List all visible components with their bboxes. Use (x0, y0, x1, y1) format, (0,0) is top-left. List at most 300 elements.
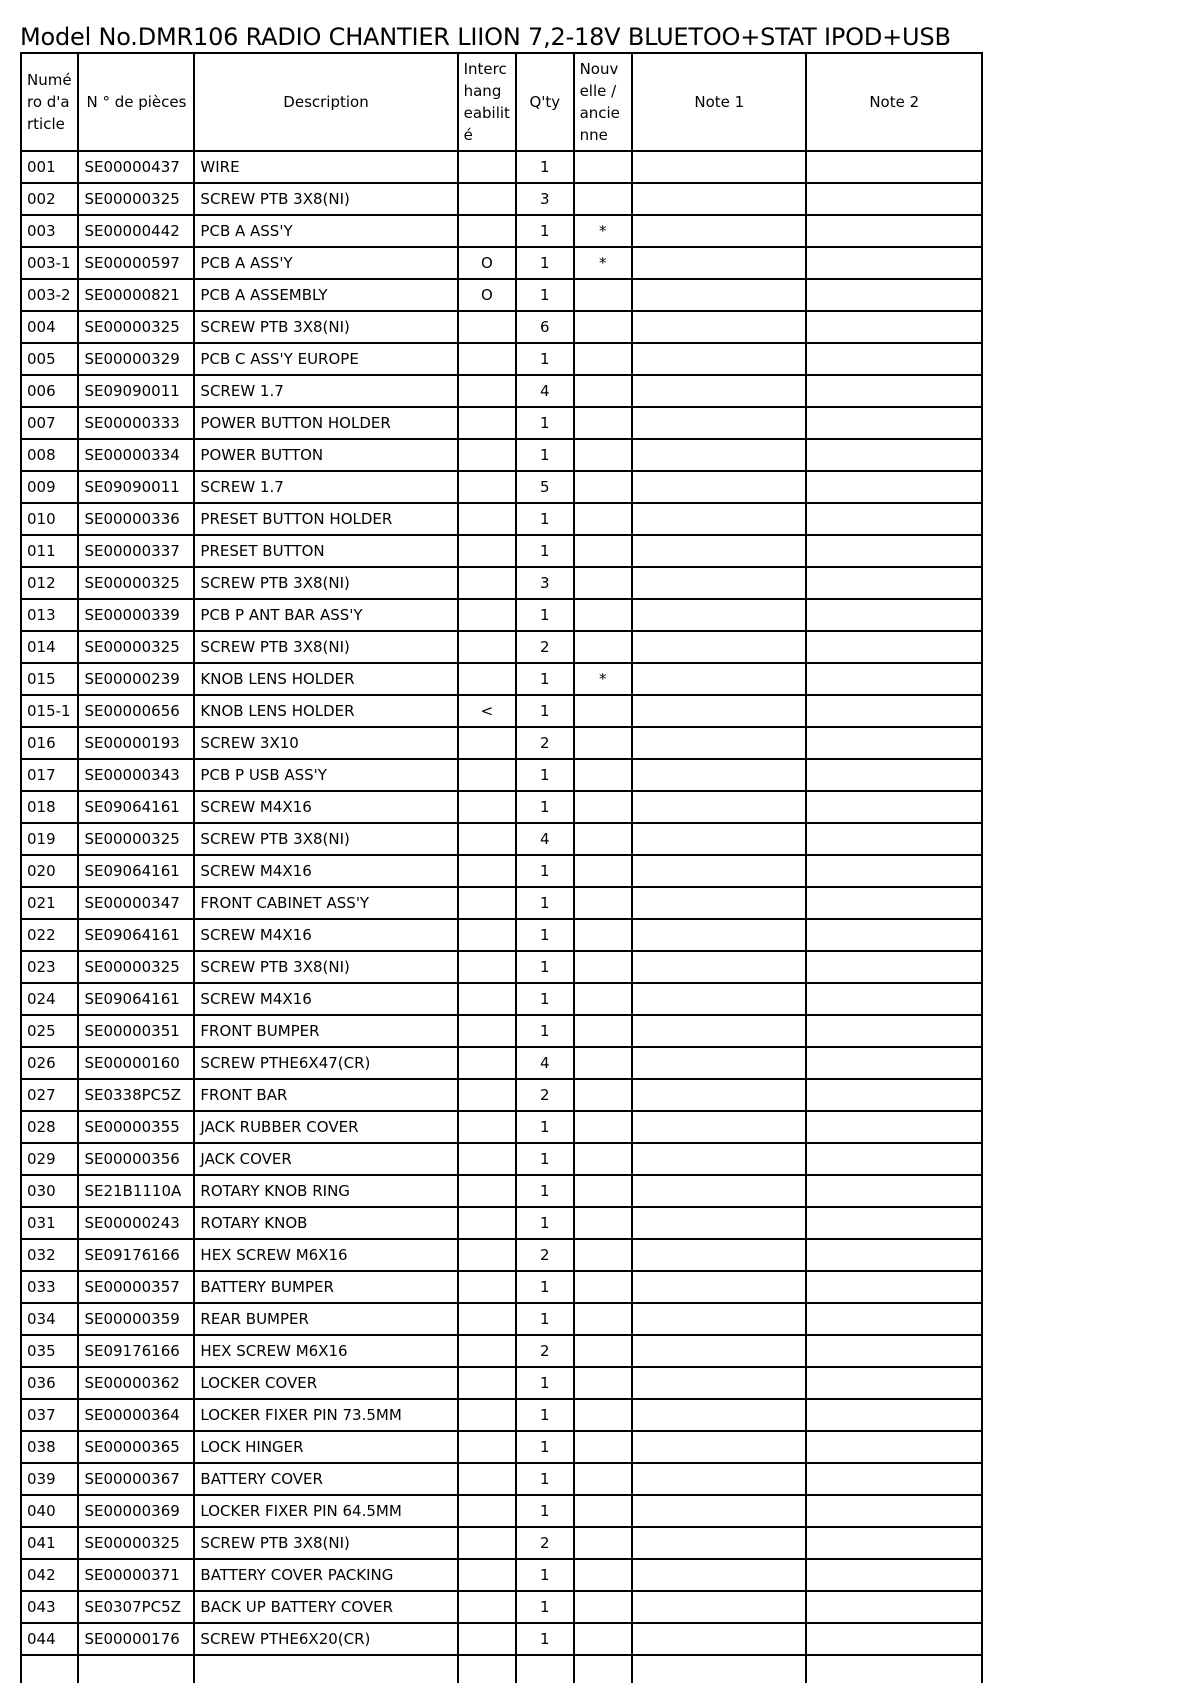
cell-part-no: SE09064161 (78, 791, 194, 823)
table-row (21, 1303, 982, 1335)
cell-item-no: 043 (21, 1591, 78, 1623)
cell-part-no: SE00000442 (78, 215, 194, 247)
cell-interchangeability (458, 535, 516, 567)
cell-note-1 (632, 631, 806, 663)
table-body (21, 151, 982, 1683)
cell-item-no: 031 (21, 1207, 78, 1239)
table-row (21, 503, 982, 535)
cell-note-2 (806, 599, 982, 631)
cell-item-no: 021 (21, 887, 78, 919)
cell-qty: 1 (516, 599, 573, 631)
cell-description: PCB A ASS'Y (194, 215, 457, 247)
cell-item-no: 005 (21, 343, 78, 375)
cell-note-1 (632, 279, 806, 311)
cell-note-2 (806, 151, 982, 183)
table-row (21, 1335, 982, 1367)
cell-new-old (574, 1015, 632, 1047)
cell-note-2 (806, 1239, 982, 1271)
cell-new-old (574, 1591, 632, 1623)
cell-note-2 (806, 1079, 982, 1111)
cell-qty: 1 (516, 439, 573, 471)
cell-note-2 (806, 663, 982, 695)
cell-item-no: 002 (21, 183, 78, 215)
cell-item-no: 001 (21, 151, 78, 183)
cell-qty: 2 (516, 727, 573, 759)
header-qty: Q'ty (516, 53, 573, 151)
cell-note-1 (632, 1335, 806, 1367)
cell-part-no: SE00000333 (78, 407, 194, 439)
cell-note-1 (632, 1367, 806, 1399)
cell-note-2 (806, 983, 982, 1015)
table-row (21, 1143, 982, 1175)
parts-table (20, 52, 983, 1683)
table-row (21, 439, 982, 471)
cell-part-no: SE00000347 (78, 887, 194, 919)
cell-description: PCB C ASS'Y EUROPE (194, 343, 457, 375)
cell-qty: 1 (516, 1143, 573, 1175)
cell-note-2 (806, 695, 982, 727)
cell-new-old (574, 1623, 632, 1655)
cell-note-2 (806, 279, 982, 311)
cell-item-no: 020 (21, 855, 78, 887)
cell-item-no: 006 (21, 375, 78, 407)
cell-interchangeability (458, 1111, 516, 1143)
cell-new-old (574, 503, 632, 535)
cell-part-no: SE00000656 (78, 695, 194, 727)
cell-note-1 (632, 823, 806, 855)
cell-description: JACK RUBBER COVER (194, 1111, 457, 1143)
cell-note-2 (806, 1463, 982, 1495)
cell-new-old (574, 631, 632, 663)
cell-new-old (574, 183, 632, 215)
cell-note-2 (806, 887, 982, 919)
cell-description: SCREW 1.7 (194, 471, 457, 503)
table-row (21, 1207, 982, 1239)
cell-description: REAR BUMPER (194, 1303, 457, 1335)
cell-part-no: SE00000356 (78, 1143, 194, 1175)
header-row (21, 53, 982, 151)
table-row (21, 1047, 982, 1079)
cell-note-2 (806, 247, 982, 279)
cell-item-no: 037 (21, 1399, 78, 1431)
cell-note-1 (632, 1303, 806, 1335)
cell-new-old (574, 855, 632, 887)
cell-interchangeability (458, 1591, 516, 1623)
cell-note-2 (806, 215, 982, 247)
cell-description: BATTERY COVER PACKING (194, 1559, 457, 1591)
table-row (21, 855, 982, 887)
cell-new-old (574, 951, 632, 983)
cell-note-1 (632, 311, 806, 343)
table-row (21, 1111, 982, 1143)
cell-qty: 1 (516, 695, 573, 727)
cell-note-2 (806, 1527, 982, 1559)
cell-qty: 1 (516, 1303, 573, 1335)
cell-description: SCREW PTB 3X8(NI) (194, 183, 457, 215)
cell-description: SCREW PTB 3X8(NI) (194, 311, 457, 343)
cell-interchangeability (458, 183, 516, 215)
cell-description: SCREW PTB 3X8(NI) (194, 567, 457, 599)
table-row (21, 215, 982, 247)
cell-description: SCREW PTHE6X20(CR) (194, 1623, 457, 1655)
cell-description: HEX SCREW M6X16 (194, 1239, 457, 1271)
cell-part-no: SE00000364 (78, 1399, 194, 1431)
table-row (21, 1271, 982, 1303)
cell-part-no: SE00000359 (78, 1303, 194, 1335)
table-row (21, 983, 982, 1015)
cell-interchangeability (458, 727, 516, 759)
cell-qty: 2 (516, 1335, 573, 1367)
cell-part-no: SE00000325 (78, 567, 194, 599)
cell-new-old (574, 727, 632, 759)
cell-qty: 5 (516, 471, 573, 503)
table-row (21, 599, 982, 631)
cell-new-old (574, 1463, 632, 1495)
table-row (21, 471, 982, 503)
cell-item-no: 016 (21, 727, 78, 759)
cell-note-1 (632, 791, 806, 823)
cell-item-no: 041 (21, 1527, 78, 1559)
table-row (21, 1015, 982, 1047)
table-row-continuation (21, 1655, 982, 1683)
cell-note-2 (806, 471, 982, 503)
cell-qty: 2 (516, 1239, 573, 1271)
cell-part-no: SE00000325 (78, 311, 194, 343)
cell-note-2 (806, 1623, 982, 1655)
cell-part-no: SE00000362 (78, 1367, 194, 1399)
cell-qty: 1 (516, 1559, 573, 1591)
cell-new-old (574, 887, 632, 919)
table-row (21, 151, 982, 183)
cell-note-1 (632, 151, 806, 183)
cell-new-old (574, 471, 632, 503)
table-row (21, 1367, 982, 1399)
cell-new-old (574, 823, 632, 855)
cell-part-no: SE00000325 (78, 631, 194, 663)
cell-note-2 (806, 1559, 982, 1591)
cell-item-no: 009 (21, 471, 78, 503)
cell-note-2 (806, 567, 982, 599)
cell-interchangeability (458, 1431, 516, 1463)
cell-item-no: 019 (21, 823, 78, 855)
cell-note-1 (632, 471, 806, 503)
cell-item-no: 026 (21, 1047, 78, 1079)
cell-note-1 (632, 1463, 806, 1495)
cell-new-old (574, 151, 632, 183)
cell-part-no: SE0307PC5Z (78, 1591, 194, 1623)
cell-note-2 (806, 407, 982, 439)
cell-item-no: 015 (21, 663, 78, 695)
table-row (21, 823, 982, 855)
cell-new-old (574, 983, 632, 1015)
cell-note-2 (806, 823, 982, 855)
cell-new-old (574, 535, 632, 567)
header-interchangeability: Interc hang eabilit é (458, 53, 516, 151)
cell-description: SCREW PTB 3X8(NI) (194, 1527, 457, 1559)
cell-interchangeability (458, 1399, 516, 1431)
cell-interchangeability (458, 1239, 516, 1271)
cell-qty: 1 (516, 1623, 573, 1655)
table-row (21, 631, 982, 663)
cell-interchangeability (458, 407, 516, 439)
cell-new-old (574, 375, 632, 407)
cell-qty: 1 (516, 407, 573, 439)
cell-part-no: SE00000597 (78, 247, 194, 279)
cell-note-1 (632, 1623, 806, 1655)
cell-note-2 (806, 503, 982, 535)
cell-description: LOCKER FIXER PIN 73.5MM (194, 1399, 457, 1431)
cell-description: ROTARY KNOB RING (194, 1175, 457, 1207)
cell-description: SCREW PTB 3X8(NI) (194, 823, 457, 855)
cell-note-2 (806, 535, 982, 567)
table-row (21, 791, 982, 823)
header-note-2: Note 2 (806, 53, 982, 151)
table-row (21, 375, 982, 407)
cell-note-1 (632, 1015, 806, 1047)
cell-qty: 1 (516, 1367, 573, 1399)
table-row (21, 1591, 982, 1623)
cell-interchangeability (458, 311, 516, 343)
cell-qty: 1 (516, 951, 573, 983)
cell-part-no: SE00000325 (78, 823, 194, 855)
cell-qty: 1 (516, 791, 573, 823)
cell-new-old (574, 759, 632, 791)
header-description: Description (194, 53, 457, 151)
table-row (21, 183, 982, 215)
cell-new-old (574, 1495, 632, 1527)
cell-note-1 (632, 727, 806, 759)
cell-item-no: 033 (21, 1271, 78, 1303)
cell-item-no: 015-1 (21, 695, 78, 727)
cell-interchangeability (458, 663, 516, 695)
cell-part-no: SE00000337 (78, 535, 194, 567)
cell-interchangeability: < (458, 695, 516, 727)
cell-item-no: 008 (21, 439, 78, 471)
cell-qty: 4 (516, 823, 573, 855)
cell-description: LOCKER FIXER PIN 64.5MM (194, 1495, 457, 1527)
cell-new-old (574, 407, 632, 439)
cell-note-1 (632, 1239, 806, 1271)
cell-part-no: SE09064161 (78, 855, 194, 887)
cell-description: SCREW 3X10 (194, 727, 457, 759)
cell-note-1 (632, 695, 806, 727)
cell-part-no: SE00000329 (78, 343, 194, 375)
cell-note-2 (806, 375, 982, 407)
cell-qty: 1 (516, 535, 573, 567)
cell-interchangeability (458, 823, 516, 855)
cell-item-no: 014 (21, 631, 78, 663)
cell-description: FRONT BUMPER (194, 1015, 457, 1047)
cell-note-1 (632, 1207, 806, 1239)
cell-note-1 (632, 855, 806, 887)
header-part-no: N ° de pièces (78, 53, 194, 151)
cell-description: FRONT BAR (194, 1079, 457, 1111)
cell-new-old (574, 1399, 632, 1431)
table-row (21, 1559, 982, 1591)
cell-part-no: SE00000339 (78, 599, 194, 631)
cell-description: SCREW PTB 3X8(NI) (194, 631, 457, 663)
cell-new-old (574, 279, 632, 311)
cell-qty: 3 (516, 567, 573, 599)
cell-item-no: 023 (21, 951, 78, 983)
cell-item-no: 036 (21, 1367, 78, 1399)
table-row (21, 1495, 982, 1527)
cell-item-no: 018 (21, 791, 78, 823)
cell-description: BATTERY COVER (194, 1463, 457, 1495)
cell-interchangeability (458, 1495, 516, 1527)
cell-note-2 (806, 1335, 982, 1367)
cell-description: JACK COVER (194, 1143, 457, 1175)
table-row (21, 343, 982, 375)
page-title: Model No.DMR106 RADIO CHANTIER LIION 7,2-18V BLUETOO+STAT IPOD+USB (20, 23, 951, 51)
cell-new-old: * (574, 247, 632, 279)
cell-interchangeability (458, 791, 516, 823)
cell-note-1 (632, 439, 806, 471)
cell-interchangeability (458, 439, 516, 471)
cell-new-old (574, 1079, 632, 1111)
cell-part-no: SE00000355 (78, 1111, 194, 1143)
cell-qty: 1 (516, 919, 573, 951)
cell-note-2 (806, 183, 982, 215)
cell-part-no: SE00000325 (78, 1527, 194, 1559)
cell-part-no: SE00000351 (78, 1015, 194, 1047)
cell-note-1 (632, 951, 806, 983)
cell-note-1 (632, 919, 806, 951)
cell-note-2 (806, 1303, 982, 1335)
cell-item-no: 010 (21, 503, 78, 535)
cell-note-1 (632, 343, 806, 375)
cell-note-2 (806, 919, 982, 951)
cell-qty: 2 (516, 631, 573, 663)
cell-qty: 1 (516, 1431, 573, 1463)
cell-description: SCREW PTB 3X8(NI) (194, 951, 457, 983)
cell-part-no: SE00000357 (78, 1271, 194, 1303)
cell-interchangeability (458, 1623, 516, 1655)
cell-interchangeability (458, 375, 516, 407)
cell-description: KNOB LENS HOLDER (194, 663, 457, 695)
cell-qty: 1 (516, 1463, 573, 1495)
cell-note-2 (806, 631, 982, 663)
cell-interchangeability (458, 151, 516, 183)
table-row (21, 951, 982, 983)
cell-note-2 (806, 1271, 982, 1303)
cell-note-2 (806, 951, 982, 983)
cell-part-no: SE00000336 (78, 503, 194, 535)
cell-note-2 (806, 1431, 982, 1463)
cell-item-no: 032 (21, 1239, 78, 1271)
cell-part-no: SE09090011 (78, 471, 194, 503)
cell-new-old (574, 1271, 632, 1303)
cell-item-no: 003 (21, 215, 78, 247)
cell-note-2 (806, 1399, 982, 1431)
cell-note-1 (632, 1495, 806, 1527)
table-row (21, 1239, 982, 1271)
cell-description: LOCK HINGER (194, 1431, 457, 1463)
cell-new-old (574, 1175, 632, 1207)
cell-interchangeability (458, 471, 516, 503)
cell-description: PCB A ASS'Y (194, 247, 457, 279)
cell-item-no: 017 (21, 759, 78, 791)
cell-note-2 (806, 1495, 982, 1527)
cell-note-1 (632, 1591, 806, 1623)
cell-qty: 1 (516, 1271, 573, 1303)
cell-description: SCREW M4X16 (194, 919, 457, 951)
cell-new-old (574, 311, 632, 343)
cell-note-1 (632, 503, 806, 535)
cell-item-no: 039 (21, 1463, 78, 1495)
table-row (21, 1527, 982, 1559)
cell-note-1 (632, 1559, 806, 1591)
cell-new-old: * (574, 663, 632, 695)
cell-new-old (574, 1367, 632, 1399)
cell-interchangeability (458, 1175, 516, 1207)
cell-item-no: 025 (21, 1015, 78, 1047)
cell-note-1 (632, 887, 806, 919)
cell-description: POWER BUTTON (194, 439, 457, 471)
cell-interchangeability (458, 1015, 516, 1047)
empty-cell (458, 1655, 516, 1683)
cell-interchangeability (458, 951, 516, 983)
table-row (21, 663, 982, 695)
cell-note-2 (806, 343, 982, 375)
cell-interchangeability (458, 215, 516, 247)
cell-new-old (574, 1207, 632, 1239)
cell-description: SCREW M4X16 (194, 855, 457, 887)
cell-note-1 (632, 535, 806, 567)
cell-qty: 1 (516, 1175, 573, 1207)
table-row (21, 1623, 982, 1655)
cell-qty: 1 (516, 151, 573, 183)
cell-interchangeability (458, 1559, 516, 1591)
cell-new-old (574, 1559, 632, 1591)
cell-item-no: 011 (21, 535, 78, 567)
cell-part-no: SE09064161 (78, 983, 194, 1015)
cell-note-2 (806, 1047, 982, 1079)
table-row (21, 1175, 982, 1207)
cell-qty: 1 (516, 279, 573, 311)
table-row (21, 727, 982, 759)
cell-note-1 (632, 215, 806, 247)
cell-part-no: SE00000239 (78, 663, 194, 695)
cell-description: PRESET BUTTON HOLDER (194, 503, 457, 535)
cell-note-2 (806, 1175, 982, 1207)
table-row (21, 695, 982, 727)
cell-note-2 (806, 311, 982, 343)
cell-qty: 4 (516, 1047, 573, 1079)
cell-note-2 (806, 1207, 982, 1239)
cell-qty: 2 (516, 1527, 573, 1559)
cell-note-1 (632, 663, 806, 695)
cell-note-1 (632, 1431, 806, 1463)
cell-new-old (574, 1335, 632, 1367)
cell-part-no: SE00000160 (78, 1047, 194, 1079)
cell-part-no: SE00000243 (78, 1207, 194, 1239)
cell-part-no: SE00000325 (78, 183, 194, 215)
cell-description: SCREW PTHE6X47(CR) (194, 1047, 457, 1079)
cell-item-no: 013 (21, 599, 78, 631)
table-row (21, 311, 982, 343)
cell-part-no: SE00000343 (78, 759, 194, 791)
cell-note-2 (806, 1143, 982, 1175)
cell-interchangeability (458, 599, 516, 631)
cell-part-no: SE00000193 (78, 727, 194, 759)
table-row (21, 759, 982, 791)
cell-note-1 (632, 1175, 806, 1207)
cell-note-1 (632, 599, 806, 631)
cell-qty: 2 (516, 1079, 573, 1111)
cell-item-no: 040 (21, 1495, 78, 1527)
cell-note-1 (632, 1527, 806, 1559)
